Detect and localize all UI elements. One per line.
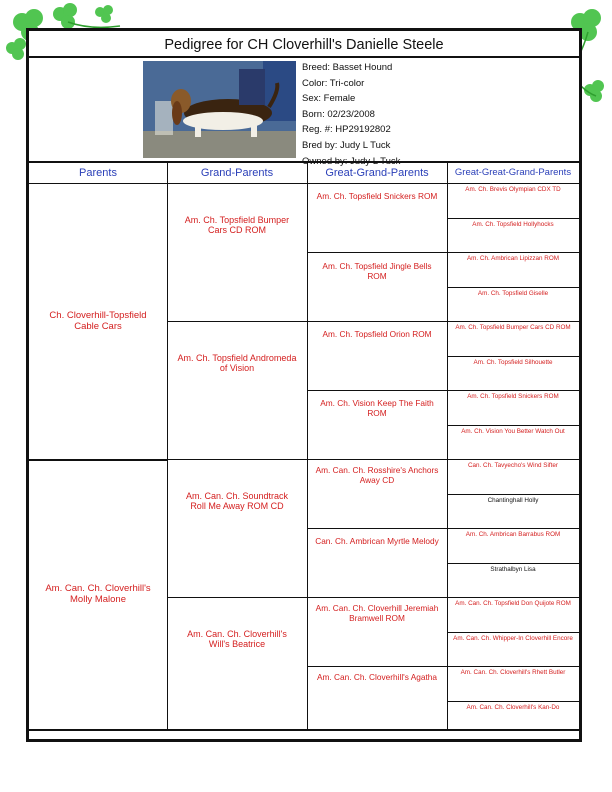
great-great-grandparent: Am. Ch. Topsfield Hollyhocks <box>472 221 554 228</box>
great-great-grandparent: Am. Can. Ch. Cloverhill's Rhett Butler <box>460 669 566 676</box>
info-owned-by: Owned by: Judy L Tuck <box>302 155 401 167</box>
info-sex: Sex: Female <box>302 93 356 105</box>
great-great-grandparent: Am. Ch. Topsfield Bumper Cars CD ROM <box>455 324 571 331</box>
ggg-divider <box>447 218 579 219</box>
great-great-grandparent: Am. Ch. Topsfield Silhouette <box>473 359 553 366</box>
grandparent: Am. Can. Ch. Cloverhill's Will's Beatrice <box>187 629 287 649</box>
great-great-grandparent: Strathalbyn Lisa <box>490 566 536 573</box>
great-grandparent: Am. Can. Ch. Cloverhill's Agatha <box>316 672 438 682</box>
info-born: Born: 02/23/2008 <box>302 108 375 120</box>
great-great-grandparent: Am. Ch. Topsfield Giselle <box>477 290 549 297</box>
ggg-divider <box>447 356 579 357</box>
great-great-grandparent: Am. Ch. Vision You Better Watch Out <box>461 428 565 435</box>
ggg-divider <box>447 597 579 598</box>
great-great-grandparent: Am. Can. Ch. Cloverhill's Kan-Do <box>466 704 560 711</box>
great-grandparent-divider <box>307 528 447 529</box>
info-bred-by: Bred by: Judy L Tuck <box>302 139 391 151</box>
great-grandparent-divider <box>307 390 447 391</box>
great-great-grandparent: Am. Ch. Topsfield Snickers ROM <box>467 393 559 400</box>
great-grandparent: Am. Ch. Topsfield Snickers ROM <box>316 191 438 201</box>
grandparent-divider <box>167 321 307 322</box>
page-title: Pedigree for CH Cloverhill's Danielle Steele <box>164 37 444 53</box>
ggg-divider <box>447 459 579 460</box>
great-grandparent-divider <box>307 597 447 598</box>
grandparent: Am. Can. Ch. Soundtrack Roll Me Away ROM CD <box>185 491 289 511</box>
info-registration: Reg. #: HP29192802 <box>302 124 391 136</box>
great-grandparent-divider <box>307 459 447 460</box>
dog-photo <box>143 61 296 158</box>
great-great-grandparent: Am. Can. Ch. Topsfield Don Quijote ROM <box>455 600 571 607</box>
great-grandparent: Am. Can. Ch. Cloverhill Jeremiah Bramwell ROM <box>315 603 439 623</box>
great-grandparent: Am. Ch. Topsfield Jingle Bells ROM <box>322 261 432 281</box>
great-great-grandparent: Can. Ch. Tavyecho's Wind Sifter <box>468 462 558 469</box>
parent-dam: Am. Can. Ch. Cloverhill's Molly Malone <box>45 583 151 605</box>
great-grandparent: Am. Ch. Vision Keep The Faith ROM <box>320 398 434 418</box>
ggg-divider <box>447 252 579 253</box>
great-grandparent-divider <box>307 321 447 322</box>
ggg-divider <box>447 390 579 391</box>
grandparent: Am. Ch. Topsfield Andromeda of Vision <box>177 353 297 373</box>
info-color: Color: Tri-color <box>302 77 365 89</box>
great-great-grandparent: Am. Ch. Ambrican Lipizzan ROM <box>466 255 560 262</box>
ggg-divider <box>447 666 579 667</box>
pedigree-grid <box>29 163 579 729</box>
basset-hound-image <box>143 61 296 158</box>
ggg-divider <box>447 494 579 495</box>
title-divider <box>29 56 579 58</box>
pedigree-frame <box>26 28 582 742</box>
grandparent-divider <box>167 597 307 598</box>
ggg-divider <box>447 425 579 426</box>
great-grandparent: Am. Can. Ch. Rosshire's Anchors Away CD <box>315 465 439 485</box>
great-great-grandparent: Chantinghall Holly <box>487 497 539 504</box>
grandparent-divider <box>167 459 307 460</box>
grandparent: Am. Ch. Topsfield Bumper Cars CD ROM <box>184 215 290 235</box>
ggg-divider <box>447 287 579 288</box>
ggg-divider <box>447 563 579 564</box>
great-grandparent-divider <box>307 666 447 667</box>
ggg-divider <box>447 528 579 529</box>
ggg-divider <box>447 632 579 633</box>
great-great-grandparent: Am. Ch. Ambrican Barrabus ROM <box>465 531 561 538</box>
great-grandparent-divider <box>307 252 447 253</box>
great-great-grandparent: Am. Can. Ch. Whipper-In Cloverhill Encore <box>453 635 573 642</box>
parent-sire: Ch. Cloverhill-Topsfield Cable Cars <box>49 310 147 332</box>
header-great-grand-parents: Great-Grand-Parents <box>325 167 429 179</box>
header-great-great-grand-parents: Great-Great-Grand-Parents <box>454 167 572 178</box>
ggg-divider <box>447 701 579 702</box>
great-great-grandparent: Am. Ch. Brevis Olympian CDX TD <box>465 186 561 193</box>
great-grandparent: Can. Ch. Ambrican Myrtle Melody <box>315 536 439 546</box>
great-grandparent: Am. Ch. Topsfield Orion ROM <box>322 329 432 339</box>
bottom-divider <box>29 729 579 731</box>
ggg-divider <box>447 321 579 322</box>
dog-info <box>302 60 400 169</box>
header-grand-parents: Grand-Parents <box>200 167 274 179</box>
info-breed: Breed: Basset Hound <box>302 62 393 73</box>
header-parents: Parents <box>79 167 117 179</box>
